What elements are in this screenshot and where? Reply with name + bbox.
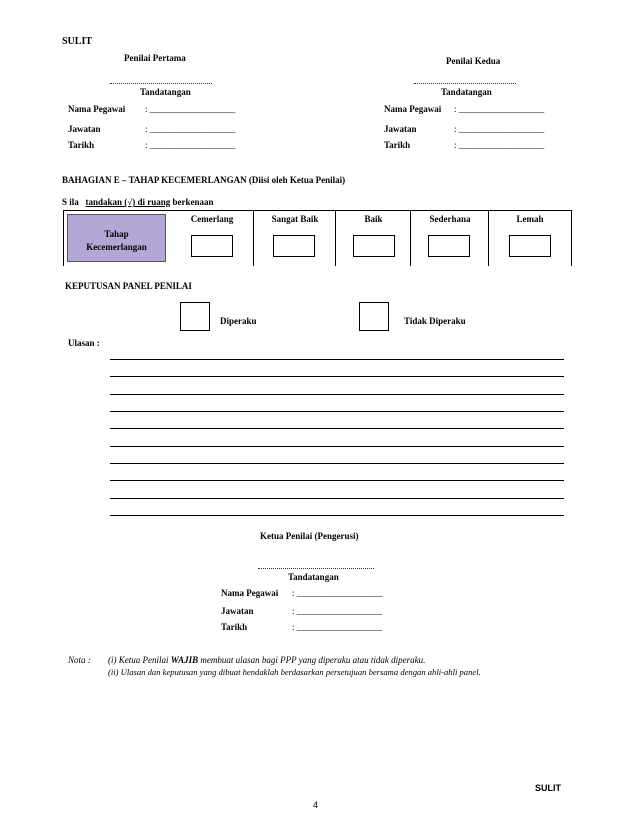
- notes-label: Nota :: [68, 655, 91, 665]
- remarks-line: [110, 480, 564, 481]
- instruction-suffix: berkenaan: [172, 197, 214, 207]
- checkbox-cemerlang[interactable]: [191, 235, 233, 257]
- checkbox-diperaku[interactable]: [180, 302, 210, 331]
- remarks-line: [110, 515, 564, 516]
- level-sangat-baik: Sangat Baik: [271, 214, 319, 224]
- second-position-value: : ___________________: [454, 124, 545, 134]
- remarks-line: [110, 359, 564, 360]
- level-cemerlang: Cemerlang: [190, 214, 234, 224]
- level-baik: Baik: [364, 214, 383, 224]
- second-position-label: Jawatan: [384, 124, 417, 134]
- second-signature-line: [414, 83, 516, 84]
- checkbox-lemah[interactable]: [509, 235, 551, 257]
- second-date-value: : ___________________: [454, 140, 545, 150]
- first-date-label: Tarikh: [68, 140, 95, 150]
- remarks-line: [110, 411, 564, 412]
- checkbox-sangat-baik[interactable]: [273, 235, 315, 257]
- panel-title: KEPUTUSAN PANEL PENILAI: [65, 281, 192, 291]
- second-date-label: Tarikh: [384, 140, 411, 150]
- remarks-line: [110, 463, 564, 464]
- second-signature-label: Tandatangan: [441, 87, 492, 97]
- header-sulit: SULIT: [62, 36, 93, 47]
- remarks-line: [110, 428, 564, 429]
- chair-signature-line: [258, 568, 374, 569]
- diperaku-label: Diperaku: [220, 316, 257, 326]
- level-label-cell: [67, 214, 166, 262]
- tidak-diperaku-label: Tidak Diperaku: [404, 316, 466, 326]
- chair-title: Ketua Penilai (Pengerusi): [260, 531, 359, 541]
- second-name-label: Nama Pegawai: [384, 104, 442, 114]
- remarks-line: [110, 446, 564, 447]
- chair-position-label: Jawatan: [221, 606, 254, 616]
- first-name-label: Nama Pegawai: [68, 104, 126, 114]
- checkbox-baik[interactable]: [353, 235, 395, 257]
- footer-sulit: SULIT: [535, 783, 561, 793]
- first-position-label: Jawatan: [68, 124, 101, 134]
- level-lemah: Lemah: [516, 214, 544, 224]
- note-1-suffix: membuat ulasan bagi PPP yang diperaku atau tidak diperaku.: [198, 655, 426, 665]
- second-evaluator-title: Penilai Kedua: [446, 56, 501, 66]
- chair-signature-label: Tandatangan: [288, 572, 339, 582]
- second-name-value: : ___________________: [454, 104, 545, 114]
- remarks-line: [110, 498, 564, 499]
- first-signature-line: [110, 83, 212, 84]
- note-1-emphasis: WAJIB: [170, 655, 199, 665]
- page-number: 4: [313, 800, 319, 810]
- first-date-value: : ___________________: [145, 140, 236, 150]
- chair-date-value: : ___________________: [292, 622, 383, 632]
- level-sederhana: Sederhana: [429, 214, 471, 224]
- first-evaluator-title: Penilai Pertama: [124, 53, 186, 63]
- instruction-prefix: S ila: [62, 197, 79, 207]
- remarks-line: [110, 394, 564, 395]
- first-name-value: : ___________________: [145, 104, 236, 114]
- level-table: [63, 210, 572, 266]
- chair-name-value: : ___________________: [292, 588, 383, 598]
- checkbox-tidak-diperaku[interactable]: [359, 302, 389, 331]
- checkbox-sederhana[interactable]: [428, 235, 470, 257]
- first-position-value: : ___________________: [145, 124, 236, 134]
- section-e-title: BAHAGIAN E – TAHAP KECEMERLANGAN (Diisi oleh Ketua Penilai): [62, 175, 346, 185]
- chair-position-value: : ___________________: [292, 606, 383, 616]
- level-label-line1: Tahap: [104, 229, 129, 239]
- level-label-line2: Kecemerlangan: [86, 242, 147, 252]
- instruction-underlined: tandakan (√) di ruang: [85, 197, 171, 207]
- remarks-line: [110, 376, 564, 377]
- chair-name-label: Nama Pegawai: [221, 588, 279, 598]
- chair-date-label: Tarikh: [221, 622, 248, 632]
- remarks-label: Ulasan :: [68, 338, 100, 348]
- section-e-instruction: [62, 197, 214, 207]
- first-signature-label: Tandatangan: [140, 87, 191, 97]
- note-1-prefix: (i) Ketua Penilai: [108, 655, 171, 665]
- note-2: (ii) Ulasan dan keputusan yang dibuat hendaklah berdasarkan persetujuan bersama dengan ahli-ahli panel.: [108, 667, 481, 677]
- note-1: [108, 655, 425, 665]
